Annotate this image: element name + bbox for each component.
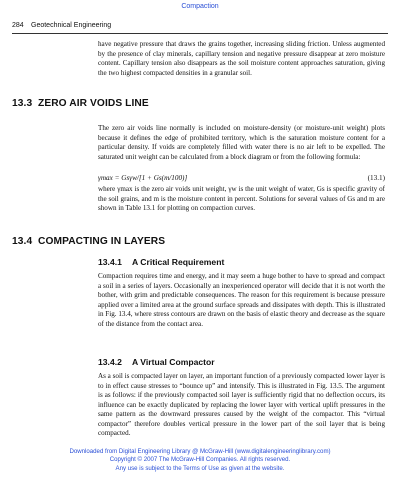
- intro-paragraph: have negative pressure that draws the grains together, increasing sliding friction. Unless augmented by the presence of clay minerals, capillary tension and negative pressure disappear at zero moisture content. Capillary tension also disappears as the soil moisture content approaches saturation, giving the two highest compacted densities in a granular soil.: [98, 40, 385, 77]
- section-heading-13-3: [12, 98, 149, 109]
- equation-number: (13.1): [367, 174, 385, 182]
- subsection-heading-13-4-1: [98, 257, 224, 267]
- subsection-number: 13.4.2: [98, 357, 122, 367]
- section-13-3-body: [98, 124, 385, 162]
- section-13-4-2-body: [98, 372, 385, 439]
- section-title: ZERO AIR VOIDS LINE: [38, 98, 149, 109]
- subsection-number: 13.4.1: [98, 257, 122, 267]
- intro-block: [98, 40, 385, 78]
- page-header: [12, 19, 388, 34]
- paragraph: Compaction requires time and energy, and it may seem a huge bother to have to spread and compact a soil in a series of layers. Occasionally an inexperienced operator will decide that it is not worth the bother, with grim and predictable consequences. The reason for this requirement is because pressure applied over a limited area at the ground surface spreads and dissipates with depth. This is illustrated in Fig. 13.4, where stress contours are drawn on the basis of elastic theory and decrease as the square of the distance from the contact area.: [98, 272, 385, 328]
- section-number: 13.3: [12, 98, 33, 109]
- section-13-4-1-body: [98, 272, 385, 329]
- subsection-title: A Virtual Compactor: [132, 357, 215, 367]
- subsection-heading-13-4-2: [98, 357, 215, 367]
- footer-copyright: Copyright © 2007 The McGraw-Hill Companies. All rights reserved.: [109, 456, 291, 464]
- paragraph: The zero air voids line normally is included on moisture-density (or moisture-unit weight) plots because it defines the edge of prohibited territory, which is the saturation moisture content for a particular density. If voids are completely filled with water there is no air left to be expelled. The saturated unit weight can be calculated from a block diagram or from the following formula:: [98, 124, 385, 161]
- paragraph: where γmax is the zero air voids unit weight, γw is the unit weight of water, Gs is specific gravity of the soil grains, and m is the moisture content in percent. Solutions for several values of Gs and m are shown in Table 13.1 for plotting on compaction curves.: [98, 185, 385, 213]
- subsection-title: A Critical Requirement: [132, 257, 225, 267]
- section-title: COMPACTING IN LAYERS: [38, 236, 166, 247]
- equation-expression: γmax = Gsγw/[1 + Gs(m/100)]: [98, 174, 188, 182]
- section-heading-13-4: [12, 236, 165, 247]
- footer-download-link[interactable]: Downloaded from Digital Engineering Library @ McGraw-Hill (www.digitalengineeringlibrary.com): [69, 448, 331, 455]
- book-title: Geotechnical Engineering: [31, 22, 112, 29]
- running-head: Compaction: [181, 3, 219, 10]
- paragraph: As a soil is compacted layer on layer, an important function of a previously compacted lower layer is to in effect cause stresses to “bounce up” and intensify. This is illustrated in Fig. 13.5. The argument is as follows: if the previously compacted soil layer is sufficiently rigid that no deflection occurs, its influence can be exactly duplicated by replacing the lower layer with vertical uplift pressures in the same pattern as the downward pressures caused by the weight of the compactor. This “virtual compactor” therefore doubles vertical pressure in the lower part of the soil layer that is being compacted.: [98, 372, 385, 438]
- section-13-3-after: [98, 185, 385, 214]
- footer-terms-link[interactable]: Any use is subject to the Terms of Use as given at the website.: [115, 464, 285, 472]
- page-number: 284: [12, 22, 24, 29]
- equation-13-1: [98, 174, 385, 182]
- section-number: 13.4: [12, 236, 33, 247]
- download-footer: [0, 448, 400, 473]
